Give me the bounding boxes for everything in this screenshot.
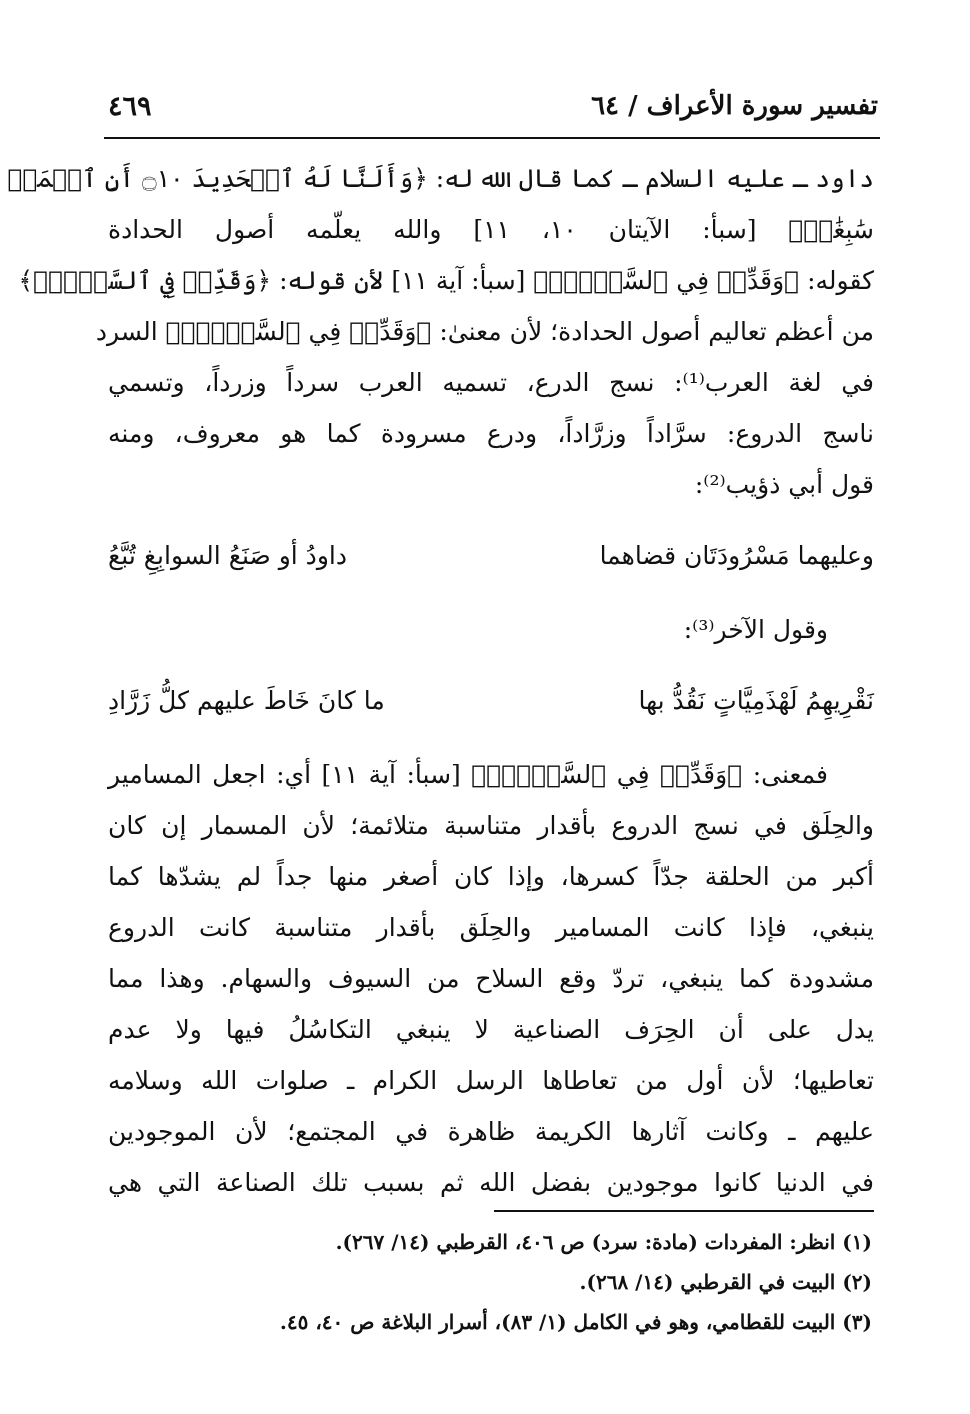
main-text bbox=[7, 153, 874, 1208]
text-line: ينبغي، فإذا كانت المسامير والحِلَق بأقدار متناسبة كانت الدروع bbox=[108, 913, 874, 942]
poetry-verse bbox=[108, 530, 874, 582]
text-line: سَٰبِغَٰتٖ﴾ [سبأ: الآيتان ١٠، ١١] والله يعلّمه أصول الحدادة bbox=[108, 215, 874, 244]
text-line: مشدودة كما ينبغي، تردّ وقع السلاح من السيوف والسهام. وهذا مما bbox=[108, 964, 874, 993]
text-line: في الدنيا كانوا موجودين بفضل الله ثم بسبب تلك الصناعة التي هي bbox=[108, 1168, 874, 1197]
page-number: ٤٦٩ bbox=[108, 90, 152, 122]
text-line: في لغة العرب⁽¹⁾: نسج الدرع، تسميه العرب سرداً وزرداً، وتسمي bbox=[108, 368, 874, 397]
verse-first-hemistich: نَقْرِيهِمُ لَهْذَمِيَّاتٍ نَقُدُّ بها bbox=[638, 686, 874, 715]
footnote: (٣) البيت للقطامي، وهو في الكامل (١/ ٨٣)، أسرار البلاغة ص ٤٠، ٤٥. bbox=[279, 1310, 872, 1334]
text-line: كقوله: ﴿وَقَدِّرۡ فِي ٱلسَّرۡدِۖ﴾ [سبأ: آية ١١] لأن قوله: ﴿وَقَدِّرۡ فِي ٱلسَّرۡدِۖ﴾ bbox=[18, 266, 874, 295]
text-line: عليهم ـ وكانت آثارها الكريمة ظاهرة في المجتمع؛ لأن الموجودين bbox=[108, 1117, 874, 1146]
text-line: ناسج الدروع: سرَّاداً وزرَّاداً، ودرع مسرودة كما هو معروف، ومنه bbox=[108, 419, 874, 448]
text-line: أكبر من الحلقة جدّاً كسرها، وإذا كان أصغر منها جداً لم يشدّها كما bbox=[108, 862, 874, 891]
text-line: تعاطيها؛ لأن أول من تعاطاها الرسل الكرام ـ صلوات الله وسلامه bbox=[108, 1066, 874, 1095]
verse-first-hemistich: وعليهما مَسْرُودَتَان قضاهما bbox=[599, 541, 874, 570]
text-line: قول أبي ذؤيب⁽²⁾: bbox=[694, 470, 874, 499]
header-rule bbox=[104, 137, 880, 139]
text-line: داود ـ عليه السلام ـ كما قال الله له: ﴿وَأَلَنَّا لَهُ ٱلۡحَدِيدَ ۝١٠ أَنِ ٱعۡمَلۡ bbox=[7, 164, 874, 193]
text-line: فمعنى: ﴿وَقَدِّرۡ فِي ٱلسَّرۡدِۖ﴾ [سبأ: آية ١١] أي: اجعل المسامير bbox=[108, 760, 828, 789]
verse-second-hemistich: داودُ أو صَنَعُ السوابِغِ تُبَّعُ bbox=[108, 541, 347, 570]
footnote: (١) انظر: المفردات (مادة: سرد) ص ٤٠٦، القرطبي (١٤/ ٢٦٧). bbox=[335, 1230, 872, 1254]
verse-second-hemistich: ما كانَ خَاطَ عليهم كلُّ زَرَّادِ bbox=[108, 686, 385, 715]
text-line: يدل على أن الحِرَف الصناعية لا ينبغي التكاسُلُ فيها ولا عدم bbox=[108, 1015, 874, 1044]
poetry-verse bbox=[108, 675, 874, 727]
footnotes bbox=[102, 1222, 872, 1342]
running-title: تفسير سورة الأعراف / ٦٤ bbox=[591, 91, 878, 121]
page-header bbox=[108, 84, 878, 128]
footnote-rule bbox=[494, 1210, 874, 1212]
footnote: (٢) البيت في القرطبي (١٤/ ٢٦٨). bbox=[579, 1270, 872, 1294]
text-line: من أعظم تعاليم أصول الحدادة؛ لأن معنىٰ: ﴿وَقَدِّرۡ فِي ٱلسَّرۡدِۖ﴾ السرد bbox=[95, 317, 874, 346]
text-line: وقول الآخر⁽³⁾: bbox=[683, 615, 828, 644]
text-line: والحِلَق في نسج الدروع بأقدار متناسبة متلائمة؛ لأن المسمار إن كان bbox=[108, 811, 874, 840]
